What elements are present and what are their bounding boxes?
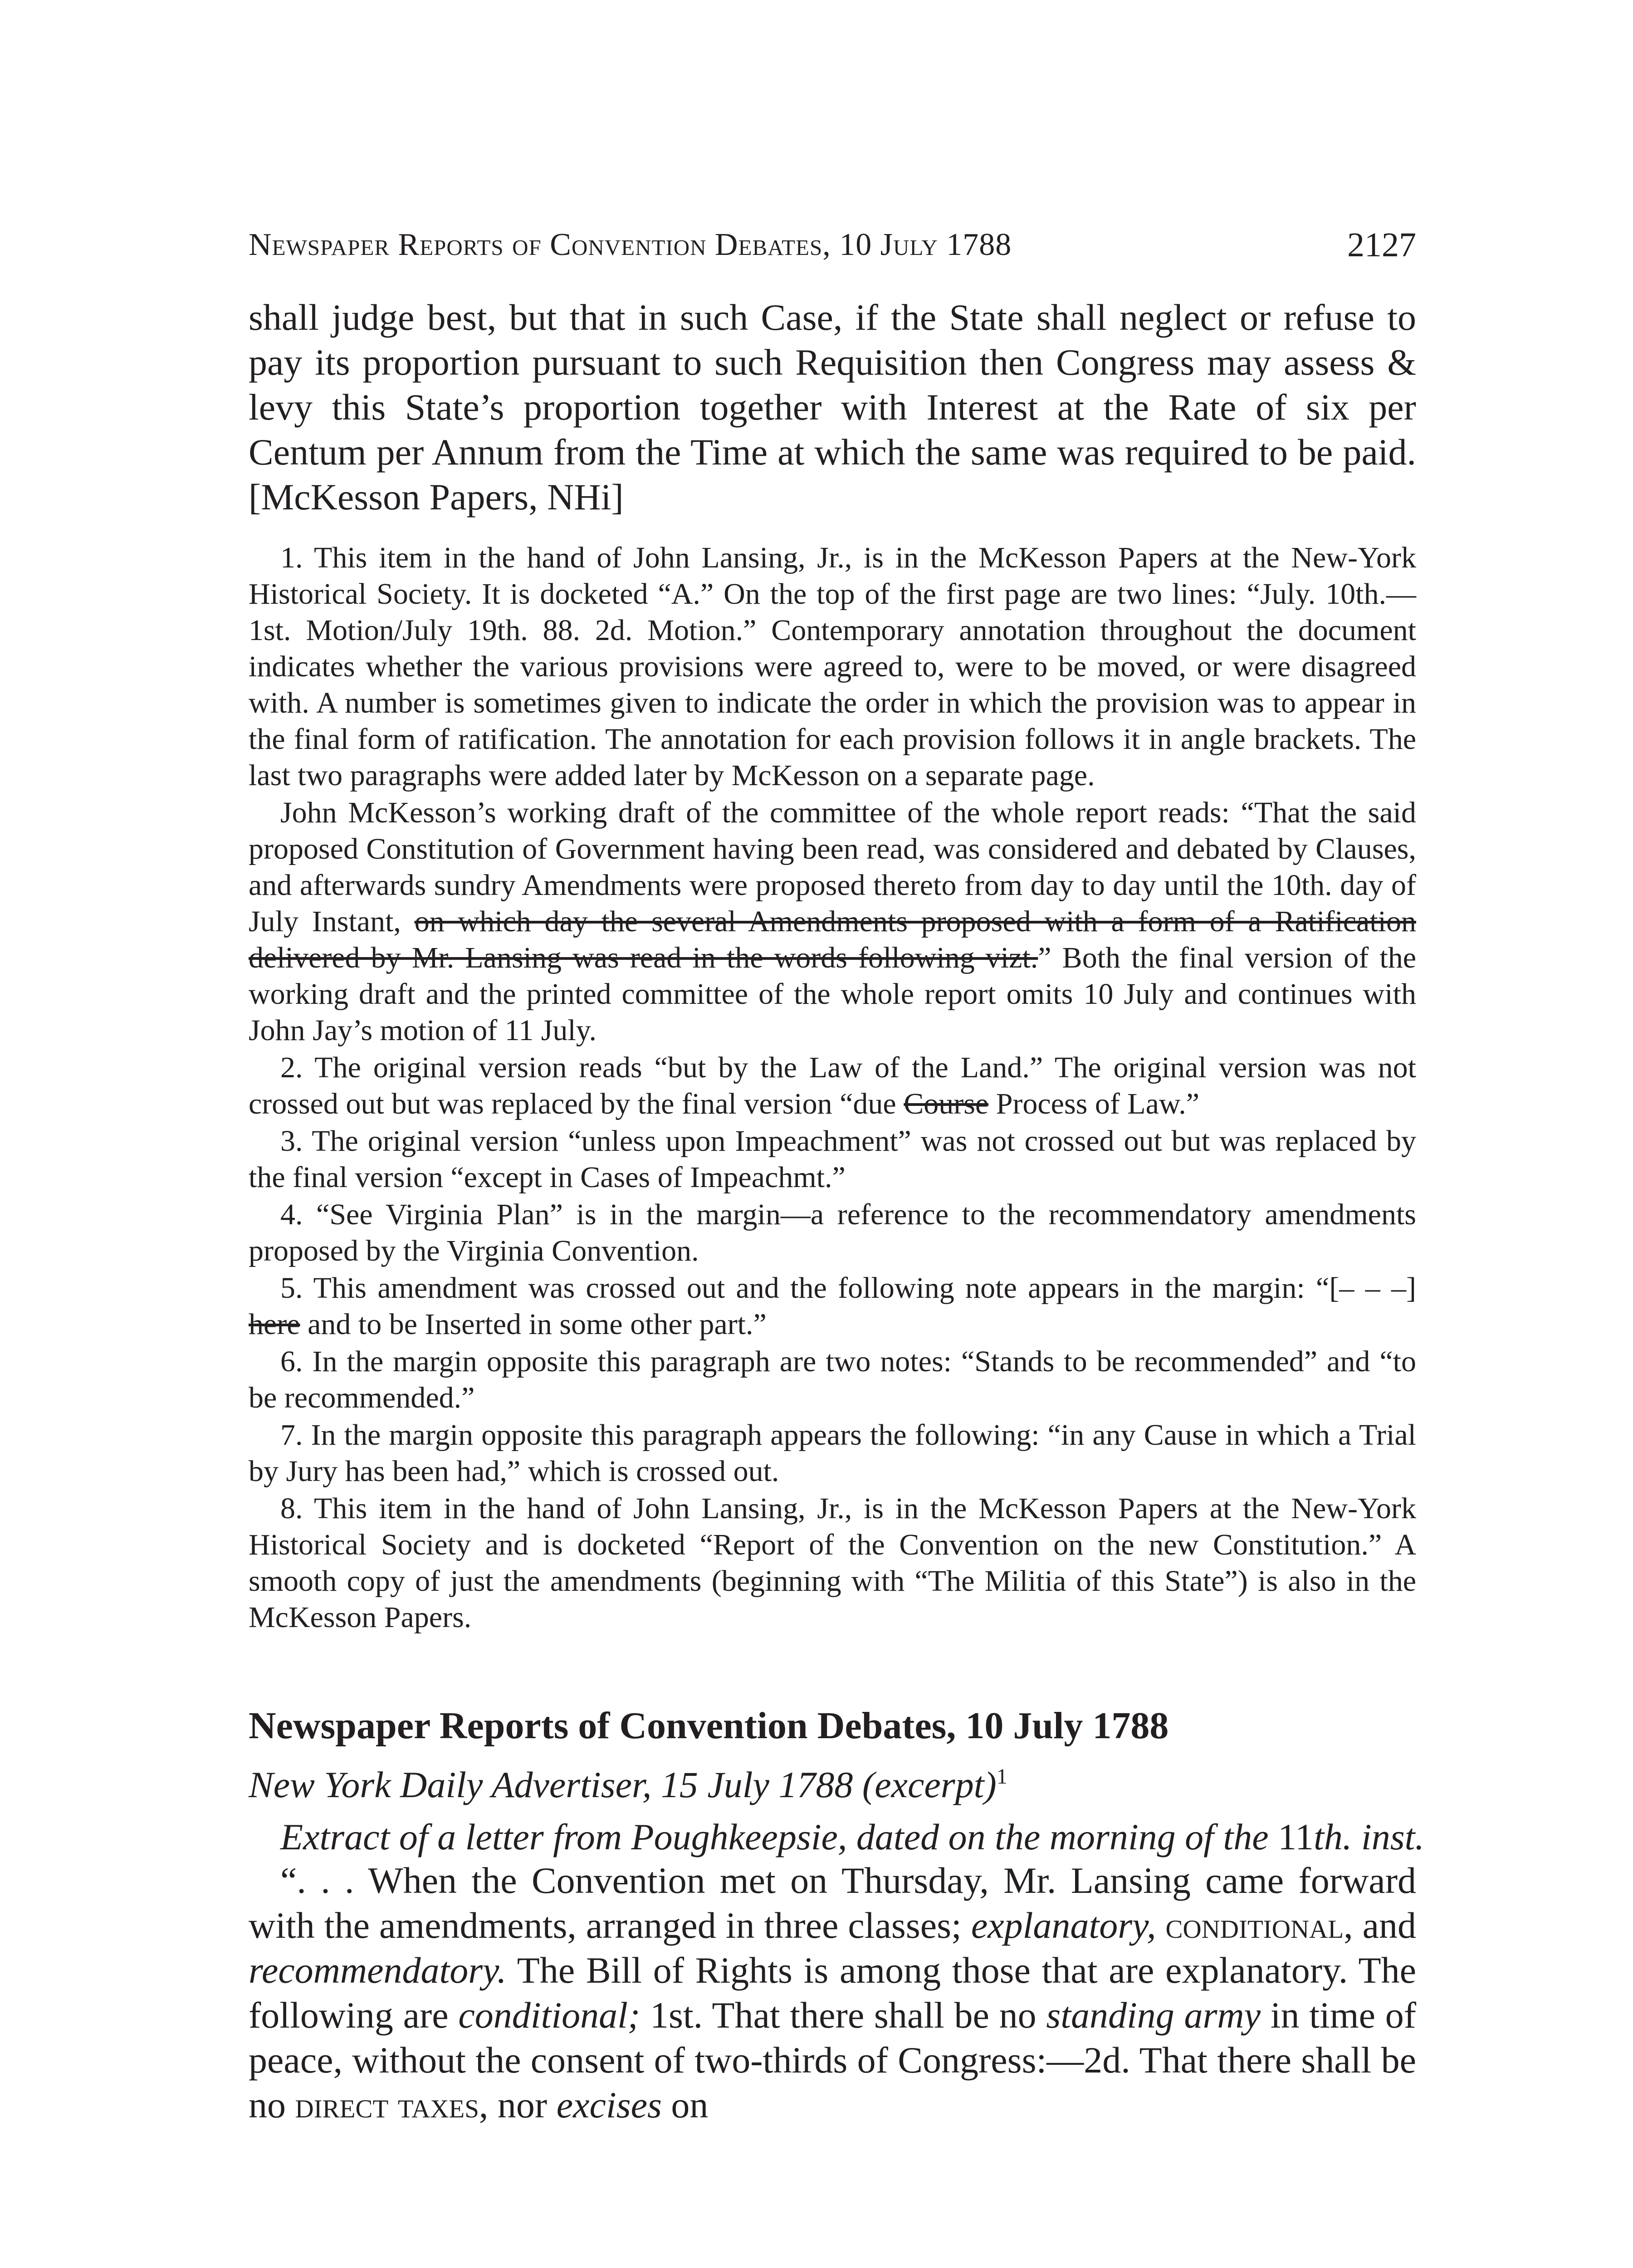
footnotes [249,540,1416,1637]
footnote-2-end: Process of Law.” [988,1087,1200,1120]
footnote-1-continued [249,795,1416,1049]
letter-text-5: nor [488,2084,557,2126]
footnote-reference: 1 [996,1765,1007,1789]
section-heading: Newspaper Reports of Convention Debates, 10 July 1788 [249,1705,1169,1747]
footnote-2-text: 2. The original version reads “but by the Law of the Land.” The original version was not crossed out but was replaced by the final version “due [249,1051,1416,1120]
letter-text-2: The Bill of Rights is among those that are explanatory. The following are [249,1950,1416,2036]
term-direct-taxes: direct taxes, [295,2084,489,2126]
extract-date: 11 [1278,1816,1314,1857]
footnote-1-continued-text: John McKesson’s working draft of the committee of the whole report reads: “That the said proposed Constitution of Government having been read, was considered and debated by Clauses, and afterwards sundry Amendments were proposed thereto from day to day until the 10th. day of July Instant, [249,796,1416,938]
term-excises: excises [556,2084,662,2126]
running-head [249,222,1416,268]
source-line [249,1762,1416,1808]
footnote-7: 7. In the margin opposite this paragraph appears the following: “in any Cause in which a Trial by Jury has been had,” which is crossed out. [249,1418,1416,1488]
term-conditional: conditional, [1165,1905,1353,1946]
footnote-3: 3. The original version “unless upon Impeachment” was not crossed out but was replaced by the final version “except in Cases of Impeachmt.” [249,1124,1416,1194]
footnote-6: 6. In the margin opposite this paragraph are two notes: “Stands to be recommended” and “to be recommended.” [249,1345,1416,1414]
struck-text: Course [904,1087,989,1120]
extract-heading-text: Extract of a letter from Poughkeepsie, dated on the morning of the [280,1816,1278,1857]
footnote-1-continued-end: ” Both the final version of the working draft and the printed committee of the whole report omits 10 July and continues with John Jay’s motion of 11 July. [249,941,1416,1047]
struck-text: on which day the several Amendments proposed with a form of a Ratification delivered by Mr. Lansing was read in the words following vizt. [249,905,1416,974]
footnote-4: 4. “See Virginia Plan” is in the margin—a reference to the recommendatory amendments proposed by the Virginia Convention. [249,1198,1416,1267]
running-head-title: Newspaper Reports of Convention Debates, 10 July 1788 [249,227,1012,262]
letter-text-4: in time of peace, without the consent of two-thirds of Congress:—2d. That there shall be no [249,1994,1417,2126]
continuation-paragraph: shall judge best, but that in such Case, if the State shall neglect or refuse to pay its proportion pursuant to such Requisition then Congress may assess & levy this State’s proportion together with Interest at the Rate of six per Centum per Annum from the Time at which the same was required to be paid. [McKesson Papers, NHi] [249,297,1416,518]
page-number: 2127 [1347,226,1416,264]
footnote-5-text: 5. This amendment was crossed out and the following note appears in the margin: “[– – –] [280,1271,1416,1305]
extract-heading [249,1814,1424,1860]
letter-paragraph [249,1858,1416,2127]
letter-text-6: on [661,2084,709,2126]
term-recommendatory: recommendatory. [249,1950,507,1991]
letter-and: and [1353,1905,1416,1946]
extract-heading-end: th. inst. [1314,1816,1424,1857]
footnote-1: 1. This item in the hand of John Lansing, Jr., is in the McKesson Papers at the New-York Historical Society. It is docketed “A.” On the top of the first page are two lines: “July. 10th.—1st. Motion/July 19th. 88. 2d. Motion.” Contemporary annotation throughout the document indicates whether the various provisions were agreed to, were to be moved, or were disagreed with. A number is sometimes given to indicate the order in which the provision was to appear in the final form of ratification. The annotation for each provision follows it in angle brackets. The last two paragraphs were added later by McKesson on a separate page. [249,541,1416,792]
footnote-8: 8. This item in the hand of John Lansing, Jr., is in the McKesson Papers at the New-York Historical Society and is docketed “Report of the Convention on the new Constitution.” A smooth copy of just the amendments (beginning with “The Militia of this State”) is also in the McKesson Papers. [249,1492,1416,1634]
letter-text-3: 1st. That there shall be no [640,1994,1046,2036]
term-explanatory: explanatory, [971,1905,1156,1946]
letter-text-1: “. . . When the Convention met on Thursday, Mr. Lansing came forward with the amendments, arranged in three classes; [249,1860,1416,1946]
source-title: New York Daily Advertiser, 15 July 1788 (excerpt) [249,1764,997,1805]
struck-text: here [249,1308,300,1341]
term-conditional-italic: conditional; [458,1994,640,2036]
footnote-5-end: and to be Inserted in some other part.” [300,1308,767,1341]
footnote-2 [249,1050,1416,1122]
term-standing-army: standing army [1046,1994,1261,2036]
footnote-5 [249,1270,1416,1343]
